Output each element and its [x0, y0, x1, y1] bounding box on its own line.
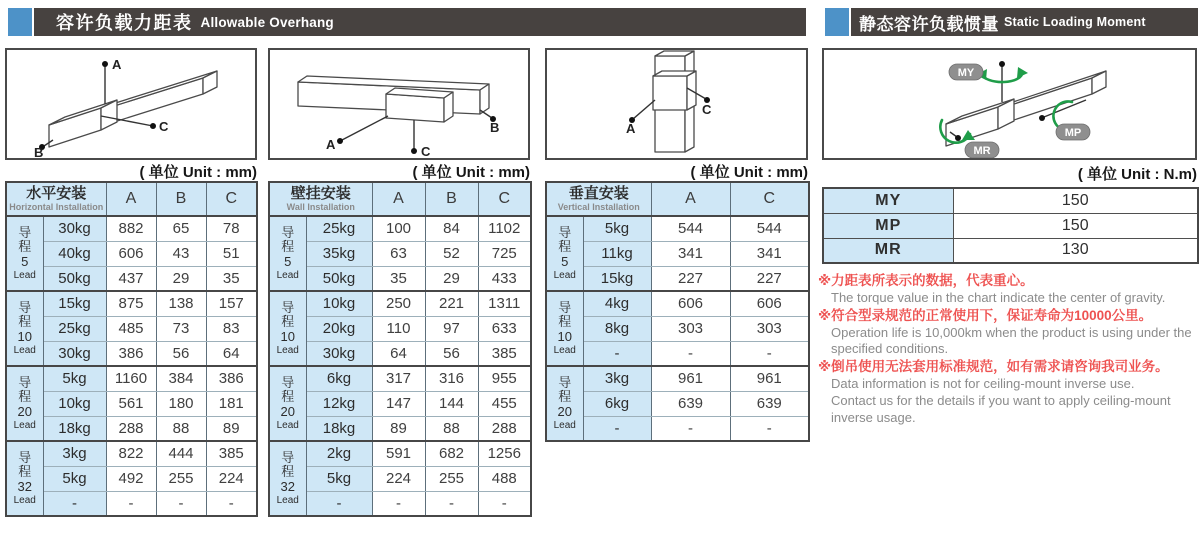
value-cell: 455 — [478, 391, 531, 416]
unit-caption-mm: ( 单位 Unit : mm) — [412, 164, 530, 181]
unit-caption-nm: ( 单位 Unit : N.m) — [1077, 166, 1197, 183]
weight-cell: 2kg — [306, 441, 372, 466]
table-row — [6, 341, 257, 366]
value-cell: - — [156, 491, 206, 516]
lead-5-cell: 导 程 5 Lead — [6, 216, 43, 291]
value-cell: 316 — [425, 366, 478, 391]
value-cell: 255 — [156, 466, 206, 491]
value-cell: 89 — [372, 416, 425, 441]
point-a-dot — [102, 61, 108, 67]
value-cell: 961 — [651, 366, 730, 391]
table-row — [6, 491, 257, 516]
weight-cell: 6kg — [583, 391, 651, 416]
note-en: The torque value in the chart indicate the center of gravity. — [831, 289, 1166, 305]
table-row — [823, 188, 1198, 213]
value-cell: 385 — [206, 441, 257, 466]
accent-square-icon — [825, 8, 849, 36]
value-cell: 43 — [156, 241, 206, 266]
table-row — [6, 241, 257, 266]
value-cell: 341 — [730, 241, 809, 266]
table-row — [6, 391, 257, 416]
horizontal-installation-diagram — [5, 48, 257, 160]
table-header-row — [6, 182, 257, 216]
weight-cell: - — [583, 416, 651, 441]
rail-isometric-icon — [547, 50, 806, 158]
wall-installation-table — [268, 181, 532, 517]
lead-20-cell: 导 程 20 Lead — [6, 366, 43, 441]
value-cell: 961 — [730, 366, 809, 391]
value-cell: 157 — [206, 291, 257, 316]
value-cell: 544 — [730, 216, 809, 241]
note-en: Contact us for the details if you want to apply ceiling-mount — [831, 393, 1171, 408]
header-title-en: Static Loading Moment — [1004, 15, 1146, 29]
static-loading-moment-diagram — [822, 48, 1197, 160]
value-cell: 639 — [730, 391, 809, 416]
table-row — [269, 341, 531, 366]
value-cell: 317 — [372, 366, 425, 391]
column-header-A: A — [372, 182, 425, 216]
point-c-label: C — [421, 144, 431, 158]
header-bar — [851, 8, 1198, 36]
value-cell: 386 — [106, 341, 156, 366]
value-cell: 224 — [372, 466, 425, 491]
my-axis-dot — [999, 61, 1005, 67]
point-c-label: C — [159, 119, 169, 134]
table-row — [6, 291, 257, 316]
weight-cell: - — [43, 491, 106, 516]
value-cell: 288 — [478, 416, 531, 441]
weight-cell: 25kg — [43, 316, 106, 341]
value-cell: 29 — [425, 266, 478, 291]
weight-cell: 8kg — [583, 316, 651, 341]
lead-10-cell: 导 程 10 Lead — [6, 291, 43, 366]
value-cell: 52 — [425, 241, 478, 266]
value-cell: - — [730, 416, 809, 441]
table-row — [6, 266, 257, 291]
lead-10-cell: 导 程 10 Lead — [269, 291, 306, 366]
horizontal-installation-table — [5, 181, 258, 517]
weight-cell: - — [583, 341, 651, 366]
value-cell: - — [372, 491, 425, 516]
point-c-dot — [150, 123, 156, 129]
column-header-C: C — [730, 182, 809, 216]
value-cell: 88 — [425, 416, 478, 441]
value-cell: 433 — [478, 266, 531, 291]
column-header-C: C — [478, 182, 531, 216]
value-cell: 35 — [372, 266, 425, 291]
mr-axis-dot — [955, 135, 961, 141]
value-cell: 437 — [106, 266, 156, 291]
value-cell: 1160 — [106, 366, 156, 391]
value-cell: - — [651, 341, 730, 366]
value-cell: 341 — [651, 241, 730, 266]
unit-caption-mm: ( 单位 Unit : mm) — [690, 164, 808, 181]
point-b-label: B — [490, 120, 500, 135]
vertical-installation-table — [545, 181, 810, 442]
weight-cell: 12kg — [306, 391, 372, 416]
unit-caption-mm: ( 单位 Unit : mm) — [139, 164, 257, 181]
value-cell: 250 — [372, 291, 425, 316]
value-cell: - — [206, 491, 257, 516]
value-cell: 100 — [372, 216, 425, 241]
value-cell: 56 — [425, 341, 478, 366]
section-header-allowable-overhang — [8, 8, 806, 36]
weight-cell: 10kg — [306, 291, 372, 316]
weight-cell: 11kg — [583, 241, 651, 266]
value-cell: - — [651, 416, 730, 441]
value-cell: 303 — [651, 316, 730, 341]
table-row — [546, 341, 809, 366]
moment-mr-label: MR — [823, 238, 953, 263]
weight-cell: 40kg — [43, 241, 106, 266]
column-header-A: A — [106, 182, 156, 216]
table-row — [546, 266, 809, 291]
weight-cell: 20kg — [306, 316, 372, 341]
value-cell: 35 — [206, 266, 257, 291]
weight-cell: 18kg — [306, 416, 372, 441]
note-cn: ※倒吊使用无法套用标准规范，如有需求请咨询我司业务。 — [818, 359, 1169, 375]
table-row — [6, 316, 257, 341]
value-cell: 385 — [478, 341, 531, 366]
value-cell: 606 — [730, 291, 809, 316]
weight-cell: 30kg — [43, 341, 106, 366]
weight-cell: 3kg — [43, 441, 106, 466]
lead-10-cell: 导 程 10 Lead — [546, 291, 583, 366]
table-title: 水平安装 Horizontal Installation — [6, 182, 106, 216]
value-cell: 227 — [651, 266, 730, 291]
vertical-installation-table-slot — [545, 181, 810, 442]
table-title: 壁挂安装 Wall Installation — [269, 182, 372, 216]
column-header-C: C — [206, 182, 257, 216]
lead-5-cell: 导 程 5 Lead — [546, 216, 583, 291]
value-cell: 875 — [106, 291, 156, 316]
table-row — [269, 391, 531, 416]
notes-section — [818, 272, 1200, 427]
value-cell: 78 — [206, 216, 257, 241]
table-row — [269, 416, 531, 441]
column-header-B: B — [156, 182, 206, 216]
section-header-static-loading-moment — [825, 8, 1198, 36]
value-cell: 89 — [206, 416, 257, 441]
value-cell: 384 — [156, 366, 206, 391]
value-cell: 73 — [156, 316, 206, 341]
value-cell: 224 — [206, 466, 257, 491]
table-row — [546, 366, 809, 391]
weight-cell: 5kg — [43, 466, 106, 491]
moment-mr-value: 130 — [953, 238, 1198, 263]
value-cell: 51 — [206, 241, 257, 266]
rail-isometric-icon — [270, 50, 528, 158]
header-title-en: Allowable Overhang — [200, 14, 334, 30]
rail-moment-icon — [824, 50, 1195, 158]
lead-32-cell: 导 程 32 Lead — [6, 441, 43, 516]
value-cell: 544 — [651, 216, 730, 241]
value-cell: 227 — [730, 266, 809, 291]
weight-cell: 50kg — [43, 266, 106, 291]
rail-isometric-icon — [7, 50, 255, 158]
table-header-row — [546, 182, 809, 216]
column-header-A: A — [651, 182, 730, 216]
value-cell: 56 — [156, 341, 206, 366]
table-row — [546, 316, 809, 341]
weight-cell: 15kg — [43, 291, 106, 316]
weight-cell: 10kg — [43, 391, 106, 416]
value-cell: 97 — [425, 316, 478, 341]
value-cell: 88 — [156, 416, 206, 441]
weight-cell: 4kg — [583, 291, 651, 316]
horizontal-installation-table-slot — [5, 181, 258, 517]
value-cell: 181 — [206, 391, 257, 416]
value-cell: 955 — [478, 366, 531, 391]
value-cell: - — [106, 491, 156, 516]
value-cell: 606 — [651, 291, 730, 316]
weight-cell: 50kg — [306, 266, 372, 291]
value-cell: 822 — [106, 441, 156, 466]
value-cell: 83 — [206, 316, 257, 341]
value-cell: 682 — [425, 441, 478, 466]
value-cell: 144 — [425, 391, 478, 416]
table-row — [546, 416, 809, 441]
weight-cell: 3kg — [583, 366, 651, 391]
note-cn: ※符合型录规范的正常使用下，保证寿命为10000公里。 — [818, 307, 1153, 323]
lead-5-cell: 导 程 5 Lead — [269, 216, 306, 291]
weight-cell: 25kg — [306, 216, 372, 241]
header-title-cn: 静态容许负载惯量 — [859, 14, 999, 34]
note-en: Data information is not for ceiling-mount inverse use. — [831, 376, 1135, 392]
lead-20-cell: 导 程 20 Lead — [269, 366, 306, 441]
vertical-installation-diagram — [545, 48, 808, 160]
value-cell: 606 — [106, 241, 156, 266]
value-cell: 882 — [106, 216, 156, 241]
table-row — [546, 241, 809, 266]
value-cell: 485 — [106, 316, 156, 341]
value-cell: - — [730, 341, 809, 366]
value-cell: 561 — [106, 391, 156, 416]
point-a-dot — [337, 138, 343, 144]
weight-cell: 18kg — [43, 416, 106, 441]
value-cell: 221 — [425, 291, 478, 316]
value-cell: 180 — [156, 391, 206, 416]
value-cell: 64 — [206, 341, 257, 366]
weight-cell: 35kg — [306, 241, 372, 266]
mr-badge-label: MR — [973, 145, 991, 157]
header-bar — [34, 8, 806, 36]
value-cell: 138 — [156, 291, 206, 316]
table-row — [6, 441, 257, 466]
table-row — [546, 216, 809, 241]
table-row — [269, 366, 531, 391]
note-en: specified conditions. — [831, 341, 949, 357]
value-cell: 64 — [372, 341, 425, 366]
value-cell: 63 — [372, 241, 425, 266]
value-cell: 84 — [425, 216, 478, 241]
table-row — [269, 216, 531, 241]
value-cell: 488 — [478, 466, 531, 491]
my-badge-label: MY — [957, 67, 975, 79]
point-a-label: A — [326, 137, 336, 152]
weight-cell: 15kg — [583, 266, 651, 291]
moment-mp-value: 150 — [953, 213, 1198, 238]
lead-20-cell: 导 程 20 Lead — [546, 366, 583, 441]
table-header-row — [269, 182, 531, 216]
value-cell: 1311 — [478, 291, 531, 316]
table-row — [269, 291, 531, 316]
note-en: inverse usage. — [831, 409, 916, 425]
table-row — [546, 291, 809, 316]
table-row — [269, 241, 531, 266]
mp-axis-dot — [1039, 115, 1045, 121]
weight-cell: 30kg — [306, 341, 372, 366]
point-b-label: B — [34, 145, 44, 158]
table-row — [546, 391, 809, 416]
header-title-cn: 容许负载力距表 — [56, 13, 193, 33]
table-row — [269, 266, 531, 291]
weight-cell: 5kg — [43, 366, 106, 391]
table-row — [269, 466, 531, 491]
column-header-B: B — [425, 182, 478, 216]
value-cell: 725 — [478, 241, 531, 266]
value-cell: 255 — [425, 466, 478, 491]
value-cell: 303 — [730, 316, 809, 341]
lead-32-cell: 导 程 32 Lead — [269, 441, 306, 516]
weight-cell: - — [306, 491, 372, 516]
value-cell: 147 — [372, 391, 425, 416]
note-en: Operation life is 10,000km when the product is using under the — [831, 324, 1192, 340]
point-a-label: A — [112, 57, 122, 72]
table-row — [6, 216, 257, 241]
table-row — [6, 466, 257, 491]
note-cn: ※力距表所表示的数据，代表重心。 — [818, 273, 1034, 288]
table-row — [823, 213, 1198, 238]
weight-cell: 30kg — [43, 216, 106, 241]
table-row — [6, 416, 257, 441]
weight-cell: 5kg — [583, 216, 651, 241]
point-c-label: C — [702, 102, 712, 117]
table-row — [823, 238, 1198, 263]
moment-mp-label: MP — [823, 213, 953, 238]
value-cell: 29 — [156, 266, 206, 291]
table-row — [269, 441, 531, 466]
static-loading-moment-table — [822, 187, 1199, 264]
value-cell: 386 — [206, 366, 257, 391]
moment-my-label: MY — [823, 188, 953, 213]
table-title: 垂直安装 Vertical Installation — [546, 182, 651, 216]
value-cell: - — [478, 491, 531, 516]
weight-cell: 6kg — [306, 366, 372, 391]
value-cell: 591 — [372, 441, 425, 466]
value-cell: - — [425, 491, 478, 516]
point-c-dot — [411, 148, 417, 154]
value-cell: 65 — [156, 216, 206, 241]
value-cell: 639 — [651, 391, 730, 416]
value-cell: 633 — [478, 316, 531, 341]
static-loading-moment-table-slot — [822, 187, 1199, 264]
point-a-label: A — [626, 121, 636, 136]
value-cell: 1102 — [478, 216, 531, 241]
value-cell: 288 — [106, 416, 156, 441]
table-row — [6, 366, 257, 391]
wall-installation-table-slot — [268, 181, 532, 517]
wall-installation-diagram — [268, 48, 530, 160]
accent-square-icon — [8, 8, 32, 36]
moment-my-value: 150 — [953, 188, 1198, 213]
value-cell: 492 — [106, 466, 156, 491]
table-row — [269, 316, 531, 341]
table-row — [269, 491, 531, 516]
value-cell: 110 — [372, 316, 425, 341]
value-cell: 1256 — [478, 441, 531, 466]
mp-badge-label: MP — [1064, 127, 1082, 139]
weight-cell: 5kg — [306, 466, 372, 491]
value-cell: 444 — [156, 441, 206, 466]
